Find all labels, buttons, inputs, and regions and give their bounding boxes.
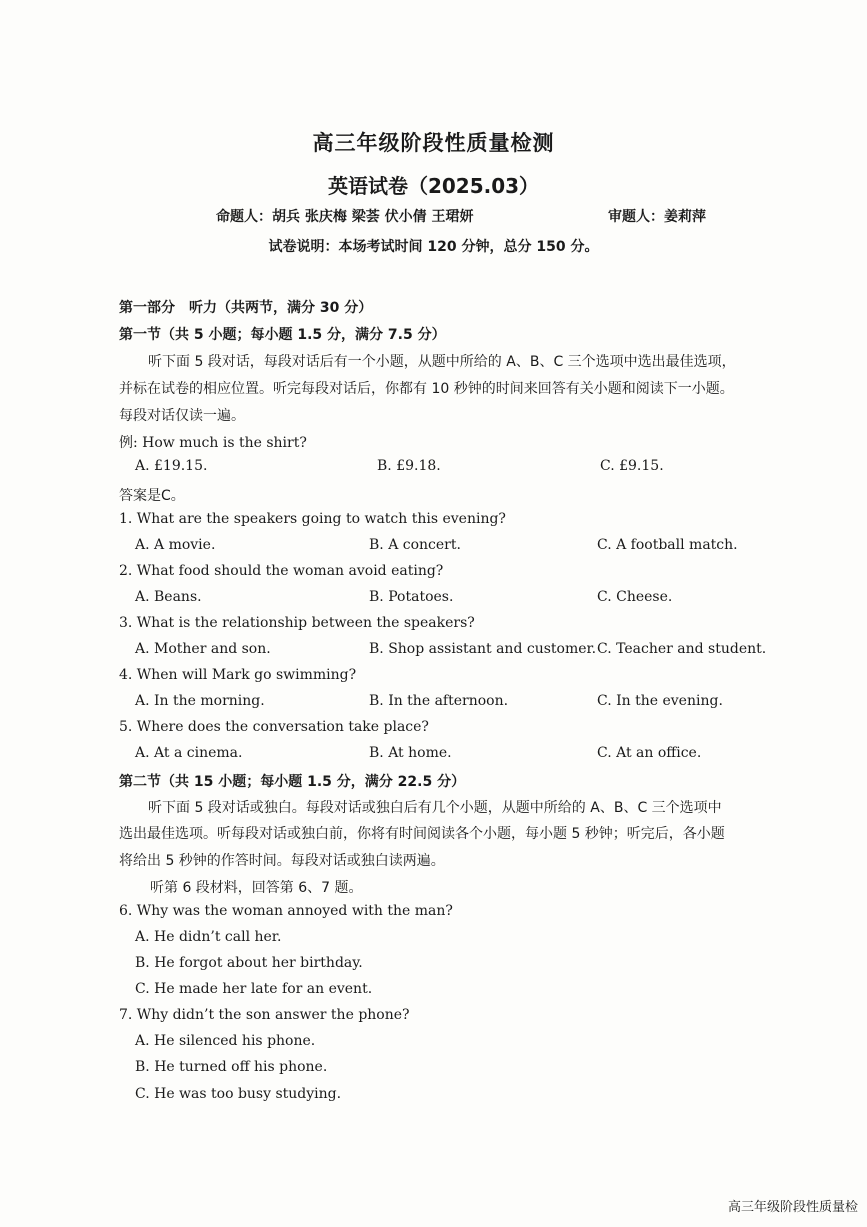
option-c: C. A football match. <box>597 537 738 553</box>
option-c: C. He was too busy studying. <box>135 1086 342 1102</box>
question-stem: 6. Why was the woman annoyed with the man? <box>119 903 453 919</box>
option-a: A. Mother and son. <box>135 641 271 657</box>
option-a: A. He silenced his phone. <box>135 1033 316 1049</box>
example-option-b: B. £9.18. <box>377 458 441 474</box>
authors-line: 命题人：胡兵 张庆梅 梁荟 伏小倩 王珺妍 <box>216 209 474 225</box>
option-a: A. In the morning. <box>135 693 265 709</box>
section1-instructions-line3: 每段对话仅读一遍。 <box>119 408 245 424</box>
section2-instructions-line1: 听下面 5 段对话或独白。每段对话或独白后有几个小题，从题中所给的 A、B、C 三个选项中 <box>148 800 722 816</box>
option-a: A. He didn’t call her. <box>135 929 282 945</box>
option-b: B. Shop assistant and customer. <box>369 641 597 657</box>
material-6-note: 听第 6 段材料，回答第 6、7 题。 <box>150 880 363 896</box>
question-stem: 5. Where does the conversation take place? <box>119 719 429 735</box>
question-stem: 1. What are the speakers going to watch this evening? <box>119 511 506 527</box>
example-option-a: A. £19.15. <box>135 458 208 474</box>
option-c: C. He made her late for an event. <box>135 981 373 997</box>
option-c: C. Teacher and student. <box>597 641 767 657</box>
option-b: B. He turned off his phone. <box>135 1059 328 1075</box>
example-answer: 答案是C。 <box>119 488 185 504</box>
question-stem: 2. What food should the woman avoid eating? <box>119 563 444 579</box>
page-footer: 高三年级阶段性质量检 <box>728 1200 859 1215</box>
option-b: B. Potatoes. <box>369 589 454 605</box>
section2-instructions-line3: 将给出 5 秒钟的作答时间。每段对话或独白读两遍。 <box>119 853 445 869</box>
option-a: A. A movie. <box>135 537 216 553</box>
option-a: A. At a cinema. <box>135 745 243 761</box>
exam-title: 高三年级阶段性质量检测 <box>312 131 555 155</box>
option-c: C. In the evening. <box>597 693 723 709</box>
question-stem: 4. When will Mark go swimming? <box>119 667 357 683</box>
exam-note: 试卷说明：本场考试时间 120 分钟，总分 150 分。 <box>268 239 599 255</box>
section1-instructions-line1: 听下面 5 段对话，每段对话后有一个小题，从题中所给的 A、B、C 三个选项中选出最佳选项， <box>148 354 736 370</box>
option-b: B. He forgot about her birthday. <box>135 955 363 971</box>
reviewer-line: 审题人：姜莉萍 <box>608 209 706 225</box>
option-c: C. At an office. <box>597 745 702 761</box>
question-stem: 7. Why didn’t the son answer the phone? <box>119 1007 410 1023</box>
section2-instructions-line2: 选出最佳选项。听每段对话或独白前，你将有时间阅读各个小题，每小题 5 秒钟；听完后，各小题 <box>119 826 725 842</box>
option-c: C. Cheese. <box>597 589 673 605</box>
part1-heading: 第一部分 听力（共两节，满分 30 分） <box>119 300 373 316</box>
question-stem: 3. What is the relationship between the speakers? <box>119 615 475 631</box>
option-b: B. At home. <box>369 745 452 761</box>
section1-instructions-line2: 并标在试卷的相应位置。听完每段对话后，你都有 10 秒钟的时间来回答有关小题和阅读下一小题。 <box>119 381 734 397</box>
section1-heading: 第一节（共 5 小题；每小题 1.5 分，满分 7.5 分） <box>119 327 446 343</box>
option-a: A. Beans. <box>135 589 202 605</box>
example-option-c: C. £9.15. <box>600 458 664 474</box>
section2-heading: 第二节（共 15 小题；每小题 1.5 分，满分 22.5 分） <box>119 774 466 790</box>
example-question: 例: How much is the shirt? <box>119 435 307 451</box>
option-b: B. In the afternoon. <box>369 693 509 709</box>
option-b: B. A concert. <box>369 537 461 553</box>
exam-subtitle: 英语试卷（2025.03） <box>327 174 540 198</box>
